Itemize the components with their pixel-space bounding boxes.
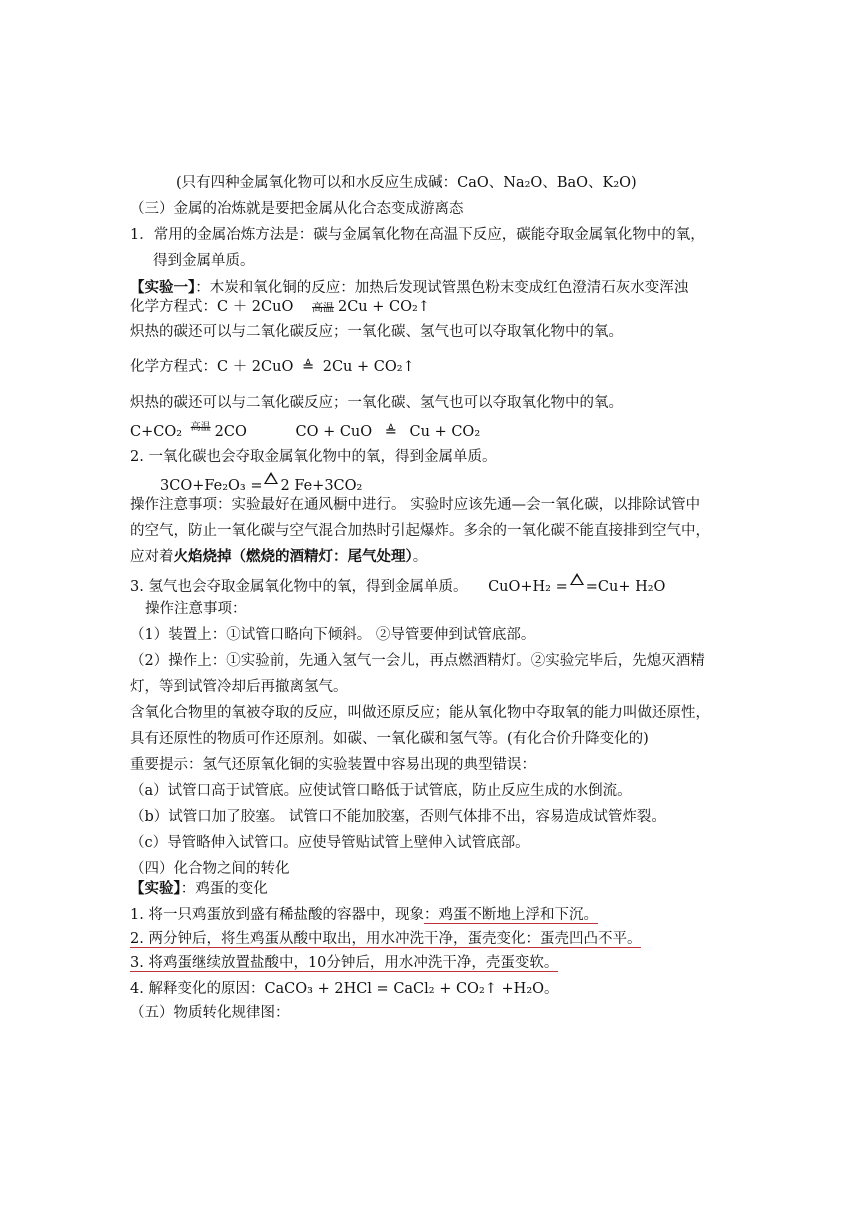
text-span: ：木炭和氧化铜的反应：加热后发现试管黑色粉末变成红色澄清石灰水变浑浊	[195, 280, 689, 296]
equation-line	[130, 357, 415, 377]
high-temperature-condition	[191, 422, 211, 444]
text-line: 4. 解释变化的原因：CaCO₃ + 2HCl = CaCl₂ + CO₂↑ +H₂O。	[130, 981, 559, 997]
text-line: （a）试管口高于试管底。应使试管口略低于试管底，防止反应生成的水倒流。	[130, 783, 632, 799]
equation-left: 化学方程式：C ＋ 2CuO	[130, 359, 294, 375]
underlined-answer: ：鸡蛋不断地上浮和下沉。	[423, 907, 598, 923]
text-line: 炽热的碳还可以与二氧化碳反应；一氧化碳、氢气也可以夺取氧化物中的氧。	[130, 395, 623, 411]
text-line: （c）导管略伸入试管口。应使导管贴试管上壁伸入试管底部。	[130, 835, 530, 851]
heat-symbol: ≜	[384, 424, 397, 440]
equation-right: 2Cu + CO₂↑	[322, 359, 415, 375]
equation-left: 3CO+Fe₂O₃ =	[160, 478, 263, 494]
underlined-answer: 3. 将鸡蛋继续放置盐酸中，10分钟后，用水冲洗干净，壳蛋变软。	[130, 955, 559, 971]
text-line	[130, 879, 268, 899]
text-line	[130, 547, 427, 567]
experiment-label: 【实验一】	[130, 279, 196, 296]
section-heading: （三）金属的冶炼就是要把金属从化合态变成游离态	[130, 201, 464, 217]
text-line: 的空气，防止一氧化碳与空气混合加热时引起爆炸。多余的一氧化碳不能直接排到空气中，	[130, 523, 710, 539]
equation-line	[160, 472, 362, 496]
text-line: 操作注意事项：实验最好在通风橱中进行。 实验时应该先通—会一氧化碳，以排除试管中	[130, 497, 701, 513]
text-line: 炽热的碳还可以与二氧化碳反应；一氧化碳、氢气也可以夺取氧化物中的氧。	[130, 324, 623, 340]
equation-right: 2 Fe+3CO₂	[280, 478, 363, 494]
equation-left: 化学方程式：C ＋ 2CuO	[130, 299, 294, 315]
text-line: 操作注意事项：	[145, 601, 247, 617]
text-line: 1．常用的金属冶炼方法是：碳与金属氧化物在高温下反应，碳能夺取金属氧化物中的氧，	[130, 227, 705, 243]
text-line: （b）试管口加了胶塞。 试管口不能加胶塞，否则气体排不出，容易造成试管炸裂。	[130, 809, 666, 825]
text-line: 得到金属单质。	[153, 253, 255, 269]
text-span: ：鸡蛋的变化	[180, 881, 268, 897]
text-span: 3. 氢气也会夺取金属氧化物中的氧，得到金属单质。	[130, 579, 468, 595]
text-span: 应对着	[130, 549, 174, 565]
text-line: （2）操作上：①实验前，先通入氢气一会儿，再点燃酒精灯。②实验完毕后，先熄灭酒精	[130, 653, 705, 669]
heat-triangle-icon	[264, 472, 278, 484]
text-line: 2. 一氧化碳也会夺取金属氧化物中的氧，得到金属单质。	[130, 449, 497, 465]
text-line: 具有还原性的物质可作还原剂。如碳、一氧化碳和氢气等。(有化合价升降变化的)	[130, 731, 649, 747]
condition-label: 高温	[311, 301, 334, 314]
equation-line	[130, 422, 480, 444]
text-line	[130, 905, 598, 925]
text-span: 1. 将一只鸡蛋放到盛有稀盐酸的容器中，现象	[130, 907, 424, 923]
section-heading: （四）化合物之间的转化	[130, 861, 290, 877]
equation-left: CuO+H₂ =	[488, 579, 568, 595]
section-heading: （五）物质转化规律图：	[130, 1005, 290, 1021]
text-line: (只有四种金属氧化物可以和水反应生成碱：CaO、Na₂O、BaO、K₂O)	[176, 175, 637, 191]
text-line: 含氧化合物里的氧被夺取的反应，叫做还原反应；能从氧化物中夺取氧的能力叫做还原性，	[130, 705, 710, 721]
text-line	[130, 573, 665, 597]
text-span: 。	[412, 549, 428, 565]
heat-triangle-icon	[570, 573, 584, 585]
text-line: （1）装置上：①试管口略向下倾斜。 ②导管要伸到试管底部。	[130, 627, 536, 643]
bold-text: 火焰烧掉（燃烧的酒精灯：尾气处理）	[173, 548, 413, 565]
underlined-answer: 2. 两分钟后，将生鸡蛋从酸中取出，用水冲洗干净，蛋壳变化：蛋壳凹凸不平。	[130, 931, 642, 947]
equation-left: C+CO₂	[130, 424, 183, 440]
text-line: 灯，等到试管冷却后再撤离氢气。	[130, 679, 348, 695]
text-line	[130, 278, 688, 298]
text-line: 重要提示：氢气还原氧化铜的实验装置中容易出现的典型错误：	[130, 757, 536, 773]
equation-right: Cu + CO₂	[409, 424, 481, 440]
text-line	[130, 953, 558, 973]
equation-right: 2CO	[214, 424, 247, 440]
experiment-label: 【实验】	[130, 880, 181, 897]
equation-line	[130, 297, 430, 318]
equation-right: 2Cu + CO₂↑	[337, 299, 430, 315]
equation-right: =Cu+ H₂O	[585, 579, 666, 595]
heat-symbol: ≜	[301, 359, 315, 375]
equation-left: CO + CuO	[295, 424, 373, 440]
condition-label: 高温	[190, 422, 211, 433]
high-temperature-condition	[312, 297, 334, 318]
text-line	[130, 929, 641, 949]
